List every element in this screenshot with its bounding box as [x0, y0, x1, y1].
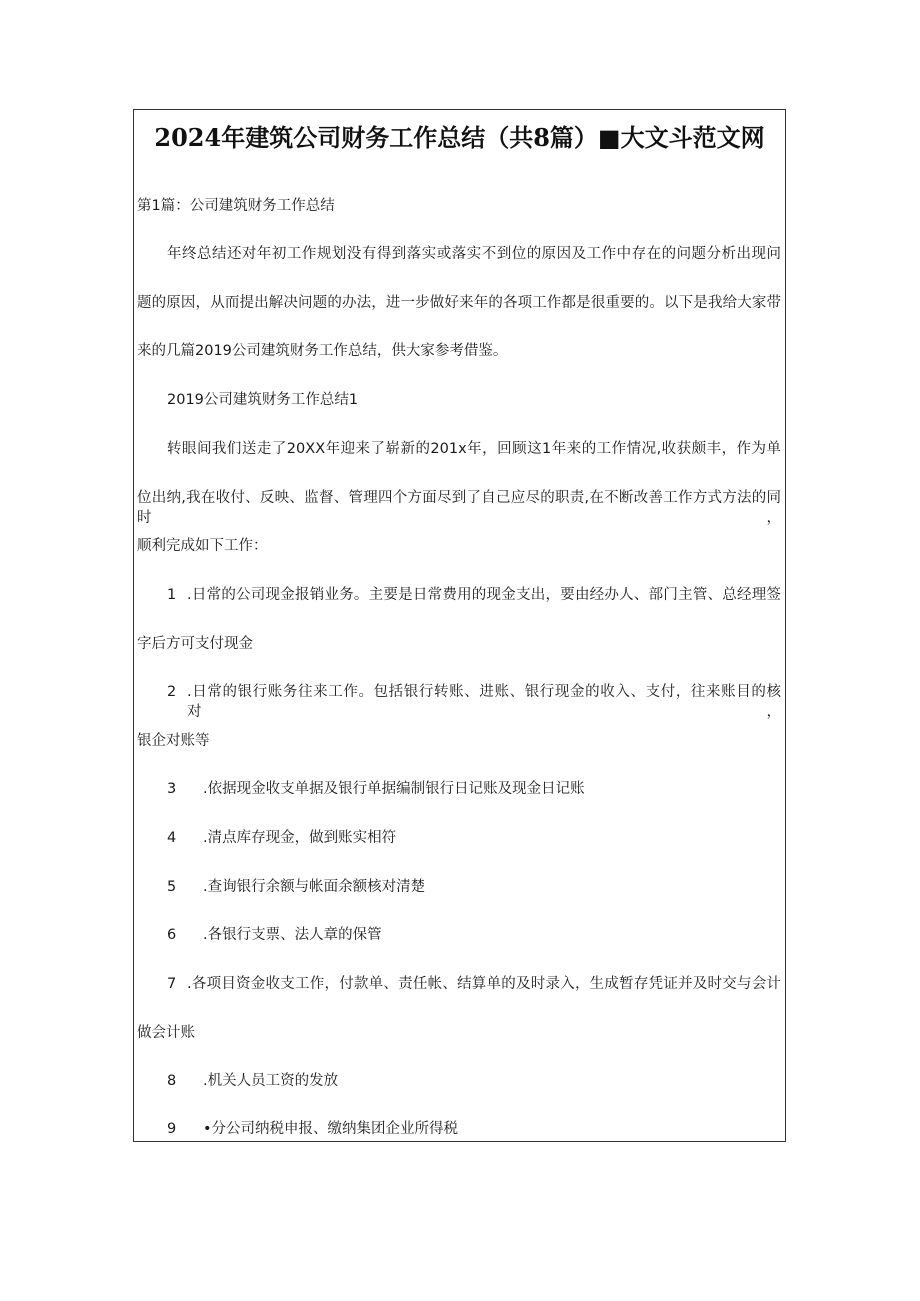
- list-item-number: 5: [167, 879, 177, 895]
- list-item-number: 7: [167, 976, 177, 992]
- list-item-text: .各银行支票、法人章的保管: [203, 927, 382, 943]
- para-line-3: 顺利完成如下工作：: [137, 538, 268, 554]
- section-heading: 第1篇：公司建筑财务工作总结: [137, 198, 335, 214]
- list-item-number: 6: [167, 927, 177, 943]
- intro-line-3: 来的几篇2019公司建筑财务工作总结，供大家参考借鉴。: [137, 343, 508, 359]
- para-line-1: 转眼间我们送走了20XX年迎来了崭新的201x年，回顾这1年来的工作情况,收获颇丰，作为单: [167, 441, 781, 457]
- list-item-text: .查询银行余额与帐面余额核对清楚: [203, 879, 426, 895]
- list-item-text-cont: 字后方可支付现金: [137, 636, 253, 652]
- list-item-text-cont: 做会计账: [137, 1025, 195, 1041]
- document-title: 2024年建筑公司财务工作总结（共8篇）■大文斗范文网: [154, 123, 765, 152]
- intro-line-1: 年终总结还对年初工作规划没有得到落实或落实不到位的原因及工作中存在的问题分析出现问: [167, 246, 781, 262]
- list-item-text: .依据现金收支单据及银行单据编制银行日记账及现金日记账: [203, 781, 585, 797]
- list-item-text-cont: 银企对账等: [137, 733, 210, 749]
- list-item-number: 9: [167, 1121, 177, 1137]
- list-item-number: 1: [167, 587, 177, 603]
- list-item-text: .日常的银行账务往来工作。包括银行转账、进账、银行现金的收入、支付，往来账目的核对，: [187, 684, 781, 720]
- list-item-number: 8: [167, 1073, 177, 1089]
- subheading: 2019公司建筑财务工作总结1: [167, 392, 359, 408]
- para-line-2: 位出纳,我在收付、反映、监督、管理四个方面尽到了自己应尽的职责,在不断改善工作方式方法的同时，: [137, 490, 781, 526]
- intro-line-2: 题的原因，从而提出解决问题的办法，进一步做好来年的各项工作都是很重要的。以下是我给大家带: [137, 295, 781, 311]
- list-item-text: .日常的公司现金报销业务。主要是日常费用的现金支出，要由经办人、部门主管、总经理签: [187, 587, 781, 603]
- list-item-text: .各项目资金收支工作，付款单、责任帐、结算单的及时录入，生成暂存凭证并及时交与会计: [187, 976, 781, 992]
- list-item-text: •分公司纳税申报、缴纳集团企业所得税: [203, 1121, 459, 1137]
- list-item-number: 2: [167, 684, 177, 700]
- list-item-text: .清点库存现金，做到账实相符: [203, 830, 397, 846]
- list-item-number: 4: [167, 830, 177, 846]
- list-item-number: 3: [167, 781, 177, 797]
- list-item-text: .机关人员工资的发放: [203, 1073, 339, 1089]
